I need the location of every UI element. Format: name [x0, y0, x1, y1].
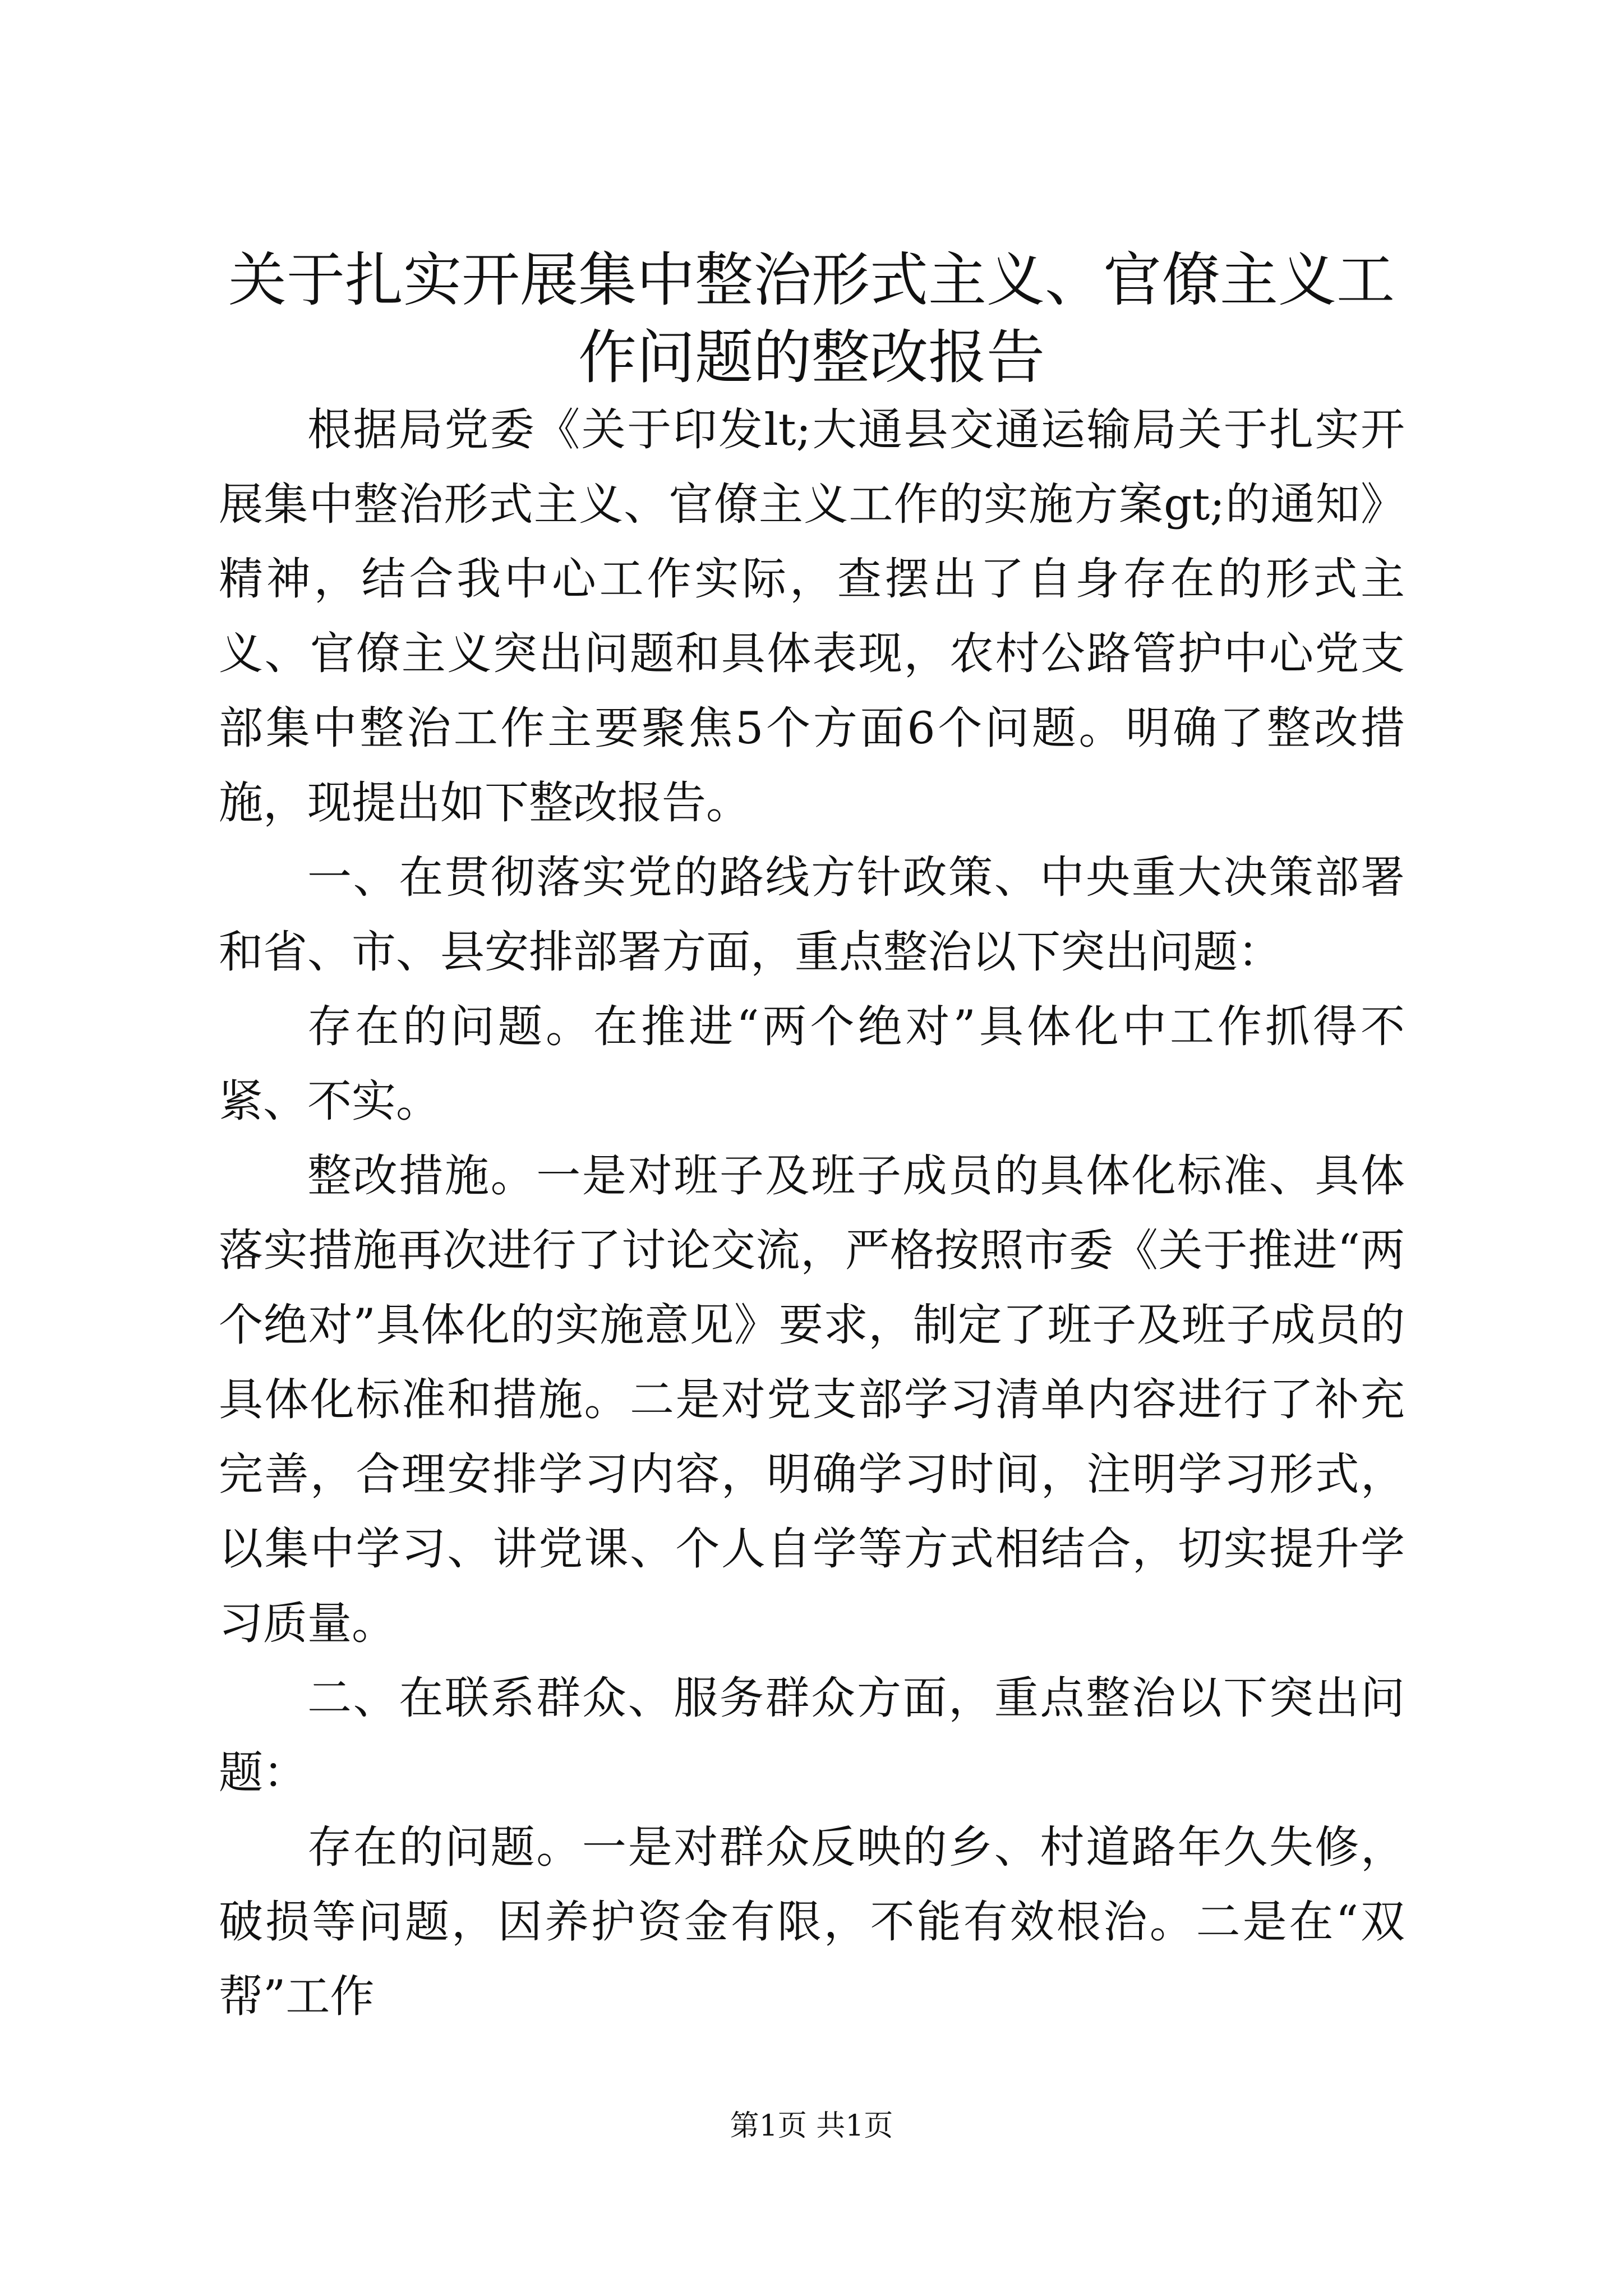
title-line-1: 关于扎实开展集中整治形式主义、官僚主义工: [228, 246, 1395, 314]
paragraph-section-1-measures: 整改措施。一是对班子及班子成员的具体化标准、具体落实措施再次进行了讨论交流，严格按照市委《关于推进“两个绝对”具体化的实施意见》要求，制定了班子及班子成员的具体化标准和措施。二是对党支部学习清单内容进行了补充完善，合理安排学习内容，明确学习时间，注明学习形式，以集中学习、讲党课、个人自学等方式相结合，切实提升学习质量。: [219, 1150, 1405, 1649]
paragraph-section-1-problem: 存在的问题。在推进“两个绝对”具体化中工作抓得不紧、不实。: [219, 1001, 1405, 1127]
title-line-2: 作问题的整改报告: [578, 323, 1045, 392]
paragraph-section-1-heading: 一、在贯彻落实党的路线方针政策、中央重大决策部署和省、市、县安排部署方面，重点整治以下突出问题：: [219, 852, 1405, 978]
paragraph-section-2-heading: 二、在联系群众、服务群众方面，重点整治以下突出问题：: [219, 1672, 1405, 1798]
document-title: [202, 241, 1421, 396]
document-body: [219, 393, 1405, 2034]
paragraph-intro: 根据局党委《关于印发lt;大通县交通运输局关于扎实开展集中整治形式主义、官僚主义工作的实施方案gt;的通知》精神，结合我中心工作实际，查摆出了自身存在的形式主义、官僚主义突出问题和具体表现，农村公路管护中心党支部集中整治工作主要聚焦5个方面6个问题。明确了整改措施，现提出如下整改报告。: [219, 404, 1405, 829]
page-footer: 第1页 共1页: [730, 2109, 893, 2143]
paragraph-section-2-problem: 存在的问题。一是对群众反映的乡、村道路年久失修，破损等问题，因养护资金有限，不能有效根治。二是在“双帮”工作: [219, 1821, 1405, 2022]
